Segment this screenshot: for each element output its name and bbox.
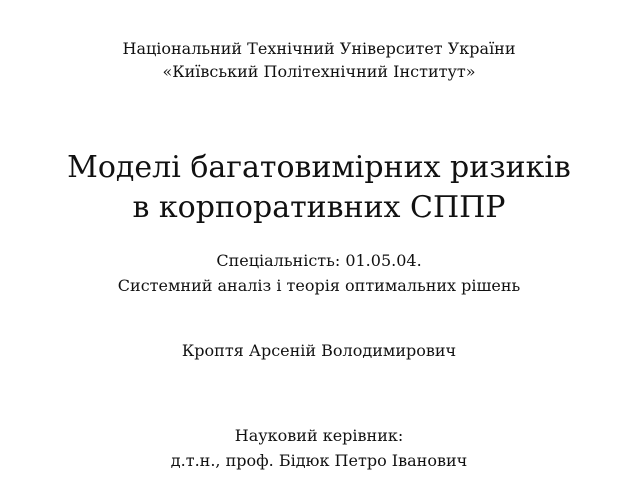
supervisor-label: Науковий керівник: (234, 426, 404, 445)
thesis-title-line-2: в корпоративних СППР (132, 190, 506, 225)
institution-subname: «Київський Політехнічний Інститут» (162, 62, 476, 81)
specialty-name: Системний аналіз і теорія оптимальних рішень (117, 276, 521, 295)
thesis-title-line-1: Моделі багатовимірних ризиків (67, 150, 571, 185)
author-name: Кроптя Арсеній Володимирович (181, 341, 457, 360)
specialty-code: Спеціальність: 01.05.04. (216, 251, 422, 270)
institution-name: Національний Технічний Університет України (122, 39, 516, 58)
supervisor-name: д.т.н., проф. Бідюк Петро Іванович (170, 451, 468, 470)
